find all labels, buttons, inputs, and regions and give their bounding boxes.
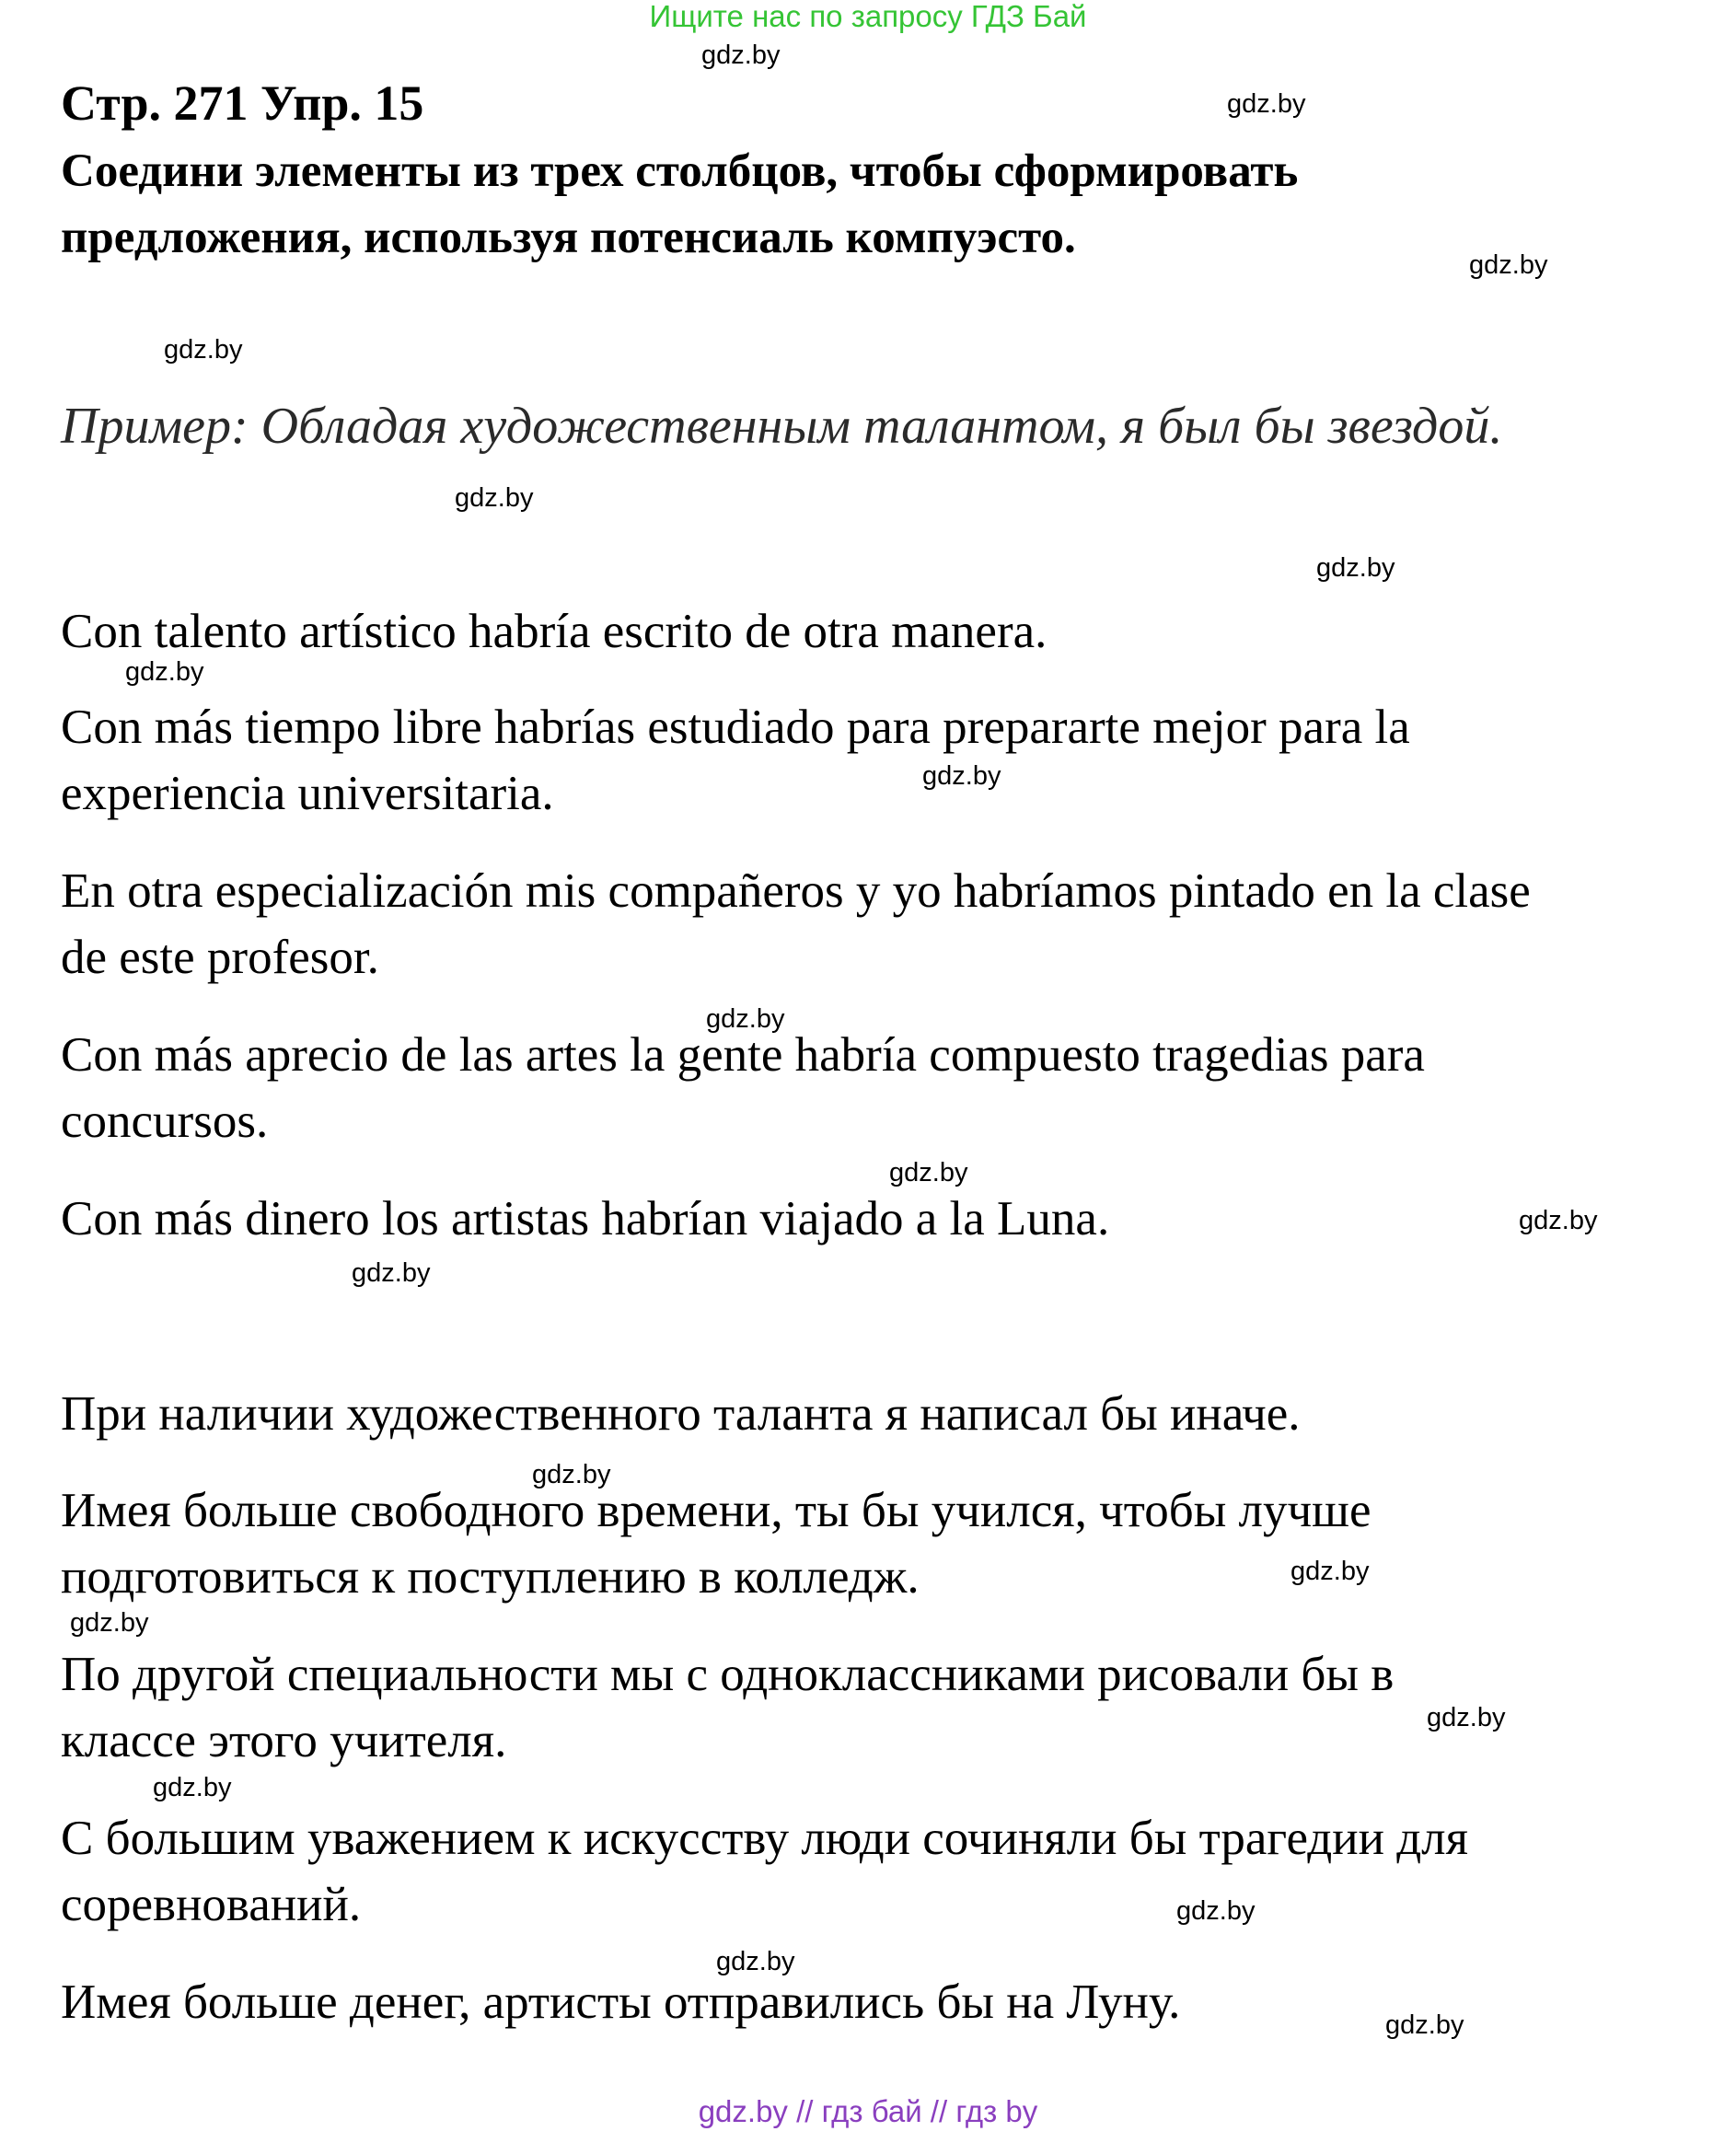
watermark: gdz.by [1469, 250, 1548, 280]
watermark: gdz.by [1519, 1206, 1598, 1235]
task-line: предложения, используя потенсиаль компуэсто. [61, 212, 1076, 263]
watermark: gdz.by [455, 483, 534, 513]
task-text [61, 138, 1699, 271]
watermark: gdz.by [1227, 89, 1306, 119]
watermark: gdz.by [1176, 1896, 1256, 1926]
watermark: gdz.by [352, 1258, 431, 1288]
watermark: gdz.by [125, 657, 204, 687]
russian-sentence [61, 1805, 1468, 1938]
sentence-line: Con más dinero los artistas habrían viajado a la Luna. [61, 1192, 1110, 1245]
russian-sentence [61, 1641, 1394, 1774]
example-text: Пример: Обладая художественным талантом, я был бы звездой. [61, 398, 1503, 455]
watermark: gdz.by [706, 1004, 785, 1034]
sentence-line: С большим уважением к искусству люди сочиняли бы трагедии для [61, 1812, 1469, 1865]
page-title: Стр. 271 Упр. 15 [61, 75, 424, 131]
sentence-line: Con talento artístico habría escrito de otra manera. [61, 605, 1047, 658]
top-banner[interactable]: Ищите нас по запросу ГДЗ Бай [649, 0, 1087, 33]
sentence-line: соревнований. [61, 1878, 362, 1931]
watermark: gdz.by [1385, 2010, 1464, 2040]
watermark: gdz.by [153, 1773, 232, 1802]
russian-sentence [61, 1381, 1301, 1447]
sentence-line: concursos. [61, 1095, 269, 1148]
spanish-sentence [61, 858, 1531, 990]
watermark: gdz.by [1316, 553, 1395, 583]
sentence-line: experiencia universitaria. [61, 767, 554, 820]
sentence-line: de este profesor. [61, 931, 379, 984]
spanish-sentence [61, 598, 1047, 665]
spanish-sentence [61, 1022, 1425, 1154]
task-line: Соедини элементы из трех столбцов, чтобы сформировать [61, 145, 1299, 197]
watermark: gdz.by [889, 1158, 968, 1187]
russian-sentence [61, 1969, 1180, 2035]
sentence-line: подготовиться к поступлению в колледж. [61, 1550, 920, 1604]
watermark: gdz.by [701, 41, 781, 70]
watermark: gdz.by [70, 1608, 149, 1638]
footer-links[interactable]: gdz.by // гдз бай // гдз by [698, 2094, 1038, 2128]
sentence-line: По другой специальности мы с одноклассниками рисовали бы в [61, 1648, 1395, 1701]
watermark: gdz.by [164, 335, 243, 365]
russian-sentence [61, 1477, 1371, 1610]
sentence-line: En otra especialización mis compañeros y yo habríamos pintado en la clase [61, 864, 1531, 918]
watermark: gdz.by [716, 1947, 795, 1976]
sentence-line: Имея больше денег, артисты отправились бы на Луну. [61, 1975, 1181, 2029]
watermark: gdz.by [922, 761, 1001, 791]
sentence-line: Con más aprecio de las artes la gente habría compuesto tragedias para [61, 1028, 1425, 1082]
sentence-line: Имея больше свободного времени, ты бы учился, чтобы лучше [61, 1484, 1371, 1537]
sentence-line: Con más tiempo libre habrías estudiado para prepararte mejor para la [61, 701, 1410, 754]
spanish-sentence [61, 1186, 1109, 1252]
sentence-line: классе этого учителя. [61, 1714, 507, 1767]
watermark: gdz.by [532, 1460, 611, 1489]
spanish-sentence [61, 694, 1410, 827]
sentence-line: При наличии художественного таланта я написал бы иначе. [61, 1387, 1301, 1441]
watermark: gdz.by [1290, 1557, 1370, 1586]
watermark: gdz.by [1427, 1703, 1506, 1732]
